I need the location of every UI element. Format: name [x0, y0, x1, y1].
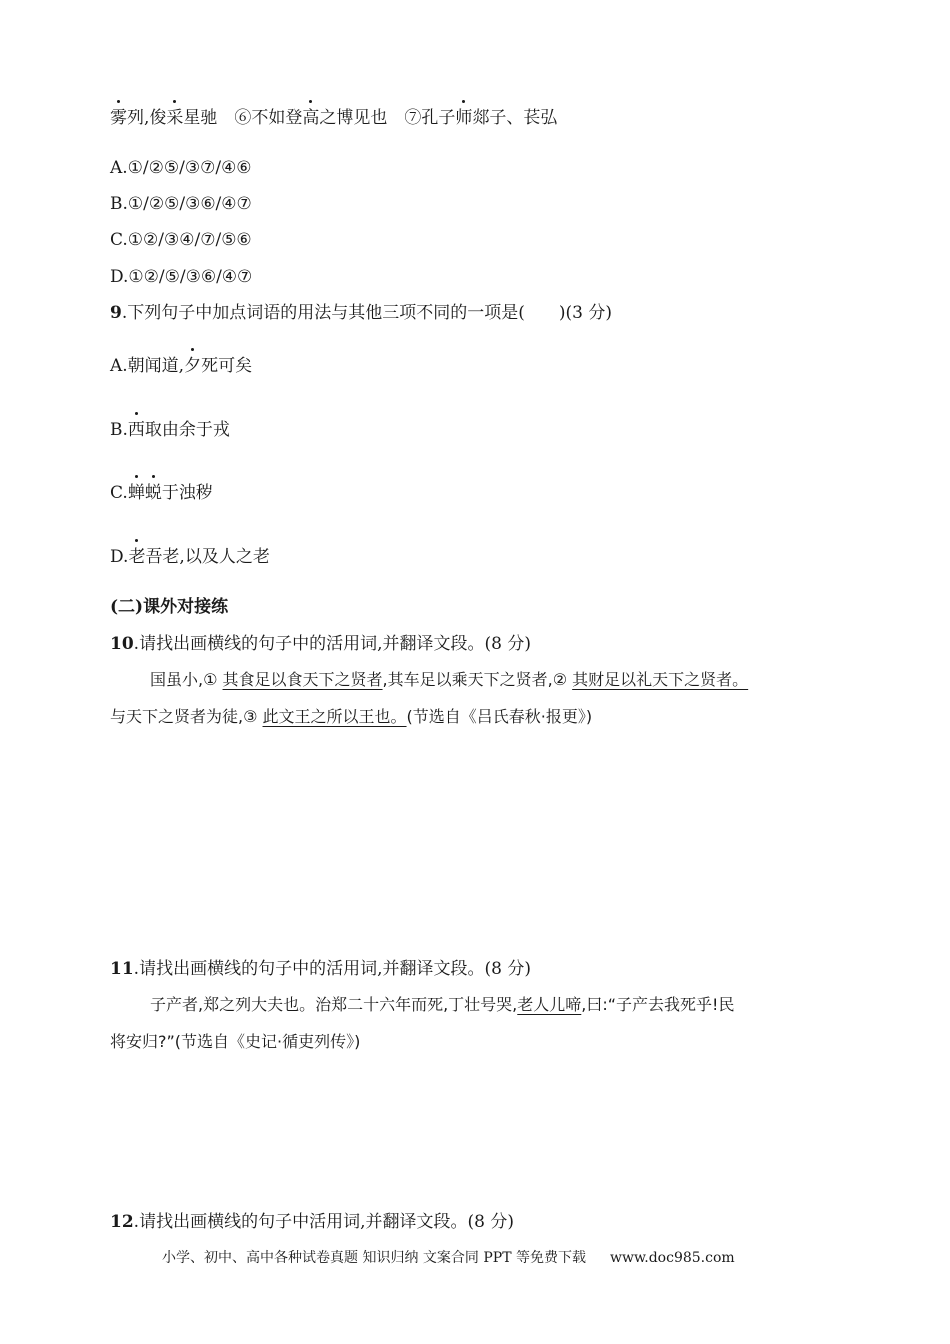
dotted-char: 师: [455, 108, 473, 128]
underlined-sentence: 其财足以礼天下之贤者。: [572, 670, 749, 689]
text-segment: B.: [110, 420, 128, 440]
q9-stem: [110, 301, 612, 325]
section-title: (二)课外对接练: [110, 597, 229, 617]
text-segment: D.: [110, 547, 129, 567]
dotted-char: 老: [128, 547, 146, 567]
q9-option-b: [110, 418, 230, 442]
dotted-char: 西: [127, 420, 145, 440]
text-segment: C.: [110, 483, 128, 503]
q11-passage-line-1: [150, 993, 734, 1017]
text-segment: 列,俊: [127, 108, 167, 128]
question-text: .请找出画横线的句子中的活用词,并翻译文段。(8 分): [133, 634, 531, 654]
q8-option-d: D.①②/⑤/③⑥/④⑦: [110, 267, 253, 287]
question-number: 9: [110, 303, 122, 323]
q8-option-a: A.①/②⑤/③⑦/④⑥: [110, 158, 252, 178]
text-segment: ,其车足以乘天下之贤者,②: [382, 670, 573, 689]
text-segment: 子产者,郑之列大夫也。治郑二十六年而死,丁壮号哭,: [150, 995, 518, 1014]
text-segment: 于浊秽: [161, 483, 213, 503]
dotted-char: 蜕: [144, 483, 162, 503]
text-segment: A.朝闻道,: [110, 356, 185, 376]
text-segment: 星驰 ⑥不如登: [183, 108, 303, 128]
underlined-sentence: 其食足以食天下之贤者: [222, 670, 383, 689]
text-segment: 与天下之贤者为徒,③: [110, 707, 263, 726]
q10-passage-line-1: [150, 668, 748, 692]
q10-stem: [110, 632, 531, 656]
text-segment: ,曰:“子产去我死乎!民: [581, 995, 735, 1014]
question-number: 12: [110, 1212, 134, 1232]
text-segment: 之博见也 ⑦孔子: [319, 108, 456, 128]
q11-passage-line-2: 将安归?”(节选自《史记·循吏列传》): [110, 1032, 361, 1051]
q11-stem: [110, 957, 531, 981]
dotted-char: 采: [166, 108, 184, 128]
dotted-char: 夕: [184, 356, 202, 376]
underlined-sentence: 此文王之所以王也。: [262, 707, 407, 726]
q10-passage-line-2: [110, 705, 592, 729]
q8-option-b: B.①/②⑤/③⑥/④⑦: [110, 194, 252, 214]
question-number: 10: [110, 634, 134, 654]
q9-option-d: [110, 545, 270, 569]
q12-stem: [110, 1210, 514, 1234]
text-segment: 郯子、苌弘: [472, 108, 558, 128]
q8-options-tail: [110, 106, 557, 130]
text-segment: 国虽小,①: [150, 670, 223, 689]
text-segment: (节选自《吕氏春秋·报更》): [406, 707, 593, 726]
q9-option-a: [110, 354, 252, 378]
text-segment: 取由余于戎: [144, 420, 230, 440]
dotted-char: 高: [302, 108, 320, 128]
question-text: .下列句子中加点词语的用法与其他三项不同的一项是( )(3 分): [121, 303, 612, 323]
question-text: .请找出画横线的句子中的活用词,并翻译文段。(8 分): [133, 959, 531, 979]
q8-option-c: C.①②/③④/⑦/⑤⑥: [110, 230, 252, 250]
q9-option-c: [110, 481, 213, 505]
question-text: .请找出画横线的句子中活用词,并翻译文段。(8 分): [133, 1212, 514, 1232]
underlined-sentence: 老人儿啼: [517, 995, 582, 1014]
text-segment: 死可矣: [201, 356, 253, 376]
text-segment: 吾老,以及人之老: [145, 547, 270, 567]
question-number: 11: [110, 959, 134, 979]
footer-url[interactable]: www.doc985.com: [609, 1250, 735, 1266]
page-footer: [162, 1247, 735, 1267]
dotted-char: 雾: [110, 108, 127, 128]
dotted-char: 蝉: [127, 483, 145, 503]
footer-text: 小学、初中、高中各种试卷真题 知识归纳 文案合同 PPT 等免费下载: [162, 1250, 586, 1266]
